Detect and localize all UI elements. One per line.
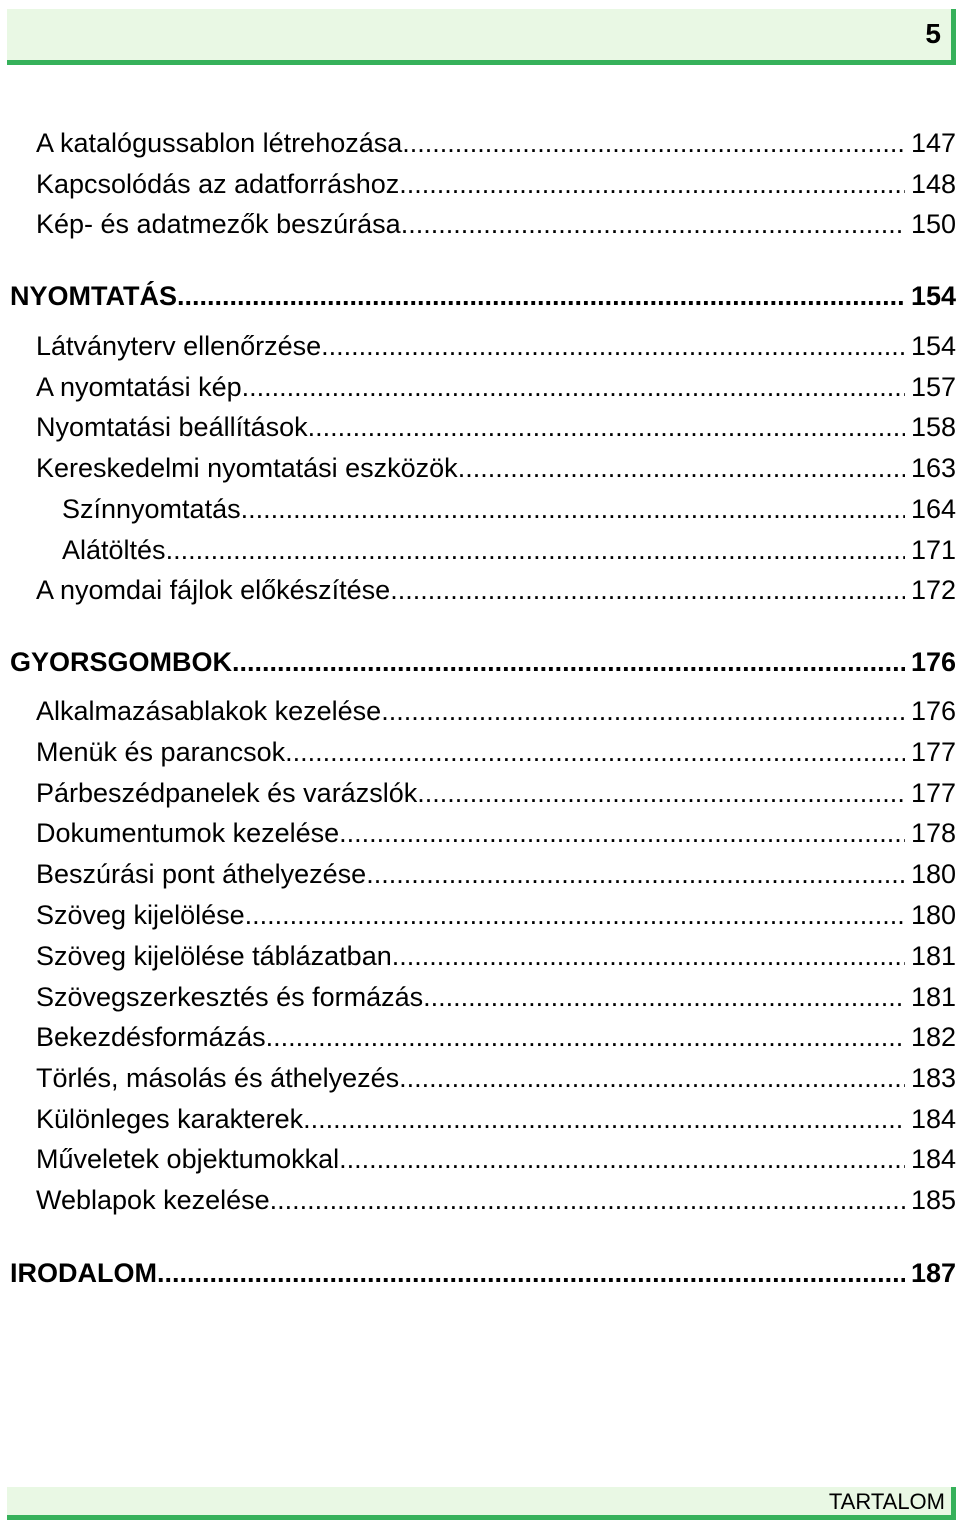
toc-entry-title: Szöveg kijelölése (36, 900, 245, 930)
toc-entry[interactable] (36, 981, 956, 1013)
toc-dot-leader (417, 777, 905, 809)
toc-dot-leader (423, 981, 905, 1013)
toc-entry[interactable] (36, 695, 956, 727)
toc-dot-leader (245, 899, 905, 931)
toc-dot-leader (399, 1062, 905, 1094)
toc-entry-title: GYORSGOMBOK (10, 647, 233, 677)
toc-entry-page: 178 (910, 818, 956, 848)
toc-entry[interactable] (36, 208, 956, 240)
toc-dot-leader (232, 646, 905, 678)
toc-entry-title: Kereskedelmi nyomtatási eszközök (36, 453, 458, 483)
toc-entry-page: 177 (910, 778, 956, 808)
toc-entry-page: 180 (910, 859, 956, 889)
toc-entry[interactable] (36, 411, 956, 443)
toc-entry-title: Műveletek objektumokkal (36, 1144, 340, 1174)
toc-entry-title: NYOMTATÁS (10, 281, 177, 311)
toc-entry-title: Látványterv ellenőrzése (36, 331, 322, 361)
toc-entry-title: Alátöltés (62, 535, 166, 565)
toc-entry[interactable] (36, 1143, 956, 1175)
toc-entry-page: 177 (910, 737, 956, 767)
toc-entry[interactable] (36, 371, 956, 403)
toc-entry-page: 172 (910, 575, 956, 605)
toc-entry-title: Színnyomtatás (62, 494, 241, 524)
toc-dot-leader (381, 695, 905, 727)
toc-entry[interactable] (36, 777, 956, 809)
toc-entry-page: 148 (910, 169, 956, 199)
toc-entry[interactable] (36, 330, 956, 362)
toc-entry[interactable] (36, 1103, 956, 1135)
toc-entry-title: Kapcsolódás az adatforráshoz (36, 169, 400, 199)
toc-chapter-entry[interactable] (10, 280, 956, 312)
toc-entry-page: 181 (910, 982, 956, 1012)
toc-entry-title: Weblapok kezelése (36, 1185, 270, 1215)
toc-entry-page: 176 (910, 647, 956, 677)
toc-entry-page: 154 (910, 331, 956, 361)
toc-entry-page: 150 (910, 209, 956, 239)
toc-entry-title: Párbeszédpanelek és varázslók (36, 778, 418, 808)
toc-dot-leader (157, 1257, 905, 1289)
toc-entry-page: 171 (910, 535, 956, 565)
toc-entry-page: 184 (910, 1144, 956, 1174)
toc-entry-page: 157 (910, 372, 956, 402)
toc-dot-leader (266, 1021, 905, 1053)
toc-entry-title: Törlés, másolás és áthelyezés (36, 1063, 400, 1093)
toc-entry-page: 181 (910, 941, 956, 971)
toc-entry-title: A nyomtatási kép (36, 372, 242, 402)
toc-dot-leader (241, 493, 905, 525)
toc-dot-leader (308, 411, 905, 443)
toc-entry-page: 158 (910, 412, 956, 442)
toc-dot-leader (399, 168, 905, 200)
toc-entry-page: 163 (910, 453, 956, 483)
toc-entry[interactable] (36, 127, 956, 159)
toc-entry-page: 176 (910, 696, 956, 726)
toc-entry-title: Szövegszerkesztés és formázás (36, 982, 424, 1012)
toc-dot-leader (339, 817, 905, 849)
toc-chapter-entry[interactable] (10, 1257, 956, 1289)
toc-dot-leader (458, 452, 905, 484)
toc-entry[interactable] (36, 940, 956, 972)
toc-dot-leader (303, 1103, 905, 1135)
toc-entry-title: A nyomdai fájlok előkészítése (36, 575, 391, 605)
toc-dot-leader (401, 208, 905, 240)
toc-entry[interactable] (36, 168, 956, 200)
toc-dot-leader (402, 127, 905, 159)
toc-dot-leader (392, 940, 905, 972)
toc-entry-title: Nyomtatási beállítások (36, 412, 308, 442)
toc-entry-page: 147 (910, 128, 956, 158)
toc-subentry[interactable] (62, 534, 956, 566)
toc-entry[interactable] (36, 1184, 956, 1216)
toc-dot-leader (321, 330, 905, 362)
toc-entry-title: Szöveg kijelölése táblázatban (36, 941, 392, 971)
toc-dot-leader (177, 280, 905, 312)
toc-entry[interactable] (36, 817, 956, 849)
toc-dot-leader (285, 736, 905, 768)
toc-entry-title: IRODALOM (10, 1258, 157, 1288)
toc-entry[interactable] (36, 574, 956, 606)
page-number: 5 (925, 18, 941, 49)
toc-entry-title: Alkalmazásablakok kezelése (36, 696, 382, 726)
toc-entry[interactable] (36, 899, 956, 931)
toc-entry-title: Menük és parancsok (36, 737, 286, 767)
toc-entry-page: 183 (910, 1063, 956, 1093)
toc-dot-leader (366, 858, 905, 890)
toc-entry-page: 154 (910, 281, 956, 311)
toc-entry[interactable] (36, 1021, 956, 1053)
toc-entry[interactable] (36, 736, 956, 768)
toc-entry-title: Különleges karakterek (36, 1104, 304, 1134)
toc-entry-title: A katalógussablon létrehozása (36, 128, 403, 158)
footer-section-label: TARTALOM (828, 1489, 945, 1514)
toc-entry-page: 180 (910, 900, 956, 930)
toc-entry-title: Dokumentumok kezelése (36, 818, 340, 848)
toc-entry-title: Bekezdésformázás (36, 1022, 266, 1052)
toc-entry-title: Beszúrási pont áthelyezése (36, 859, 367, 889)
toc-entry-page: 184 (910, 1104, 956, 1134)
page-footer-band (7, 1487, 956, 1520)
toc-chapter-entry[interactable] (10, 646, 956, 678)
toc-entry-page: 164 (910, 494, 956, 524)
toc-dot-leader (390, 574, 905, 606)
toc-subentry[interactable] (62, 493, 956, 525)
toc-dot-leader (242, 371, 905, 403)
toc-entry-page: 187 (910, 1258, 956, 1288)
toc-entry[interactable] (36, 858, 956, 890)
toc-entry-page: 185 (910, 1185, 956, 1215)
toc-entry[interactable] (36, 452, 956, 484)
toc-entry-page: 182 (910, 1022, 956, 1052)
toc-entry[interactable] (36, 1062, 956, 1094)
toc-dot-leader (270, 1184, 905, 1216)
toc-entry-title: Kép- és adatmezők beszúrása (36, 209, 401, 239)
toc-dot-leader (166, 534, 905, 566)
toc-dot-leader (339, 1143, 905, 1175)
